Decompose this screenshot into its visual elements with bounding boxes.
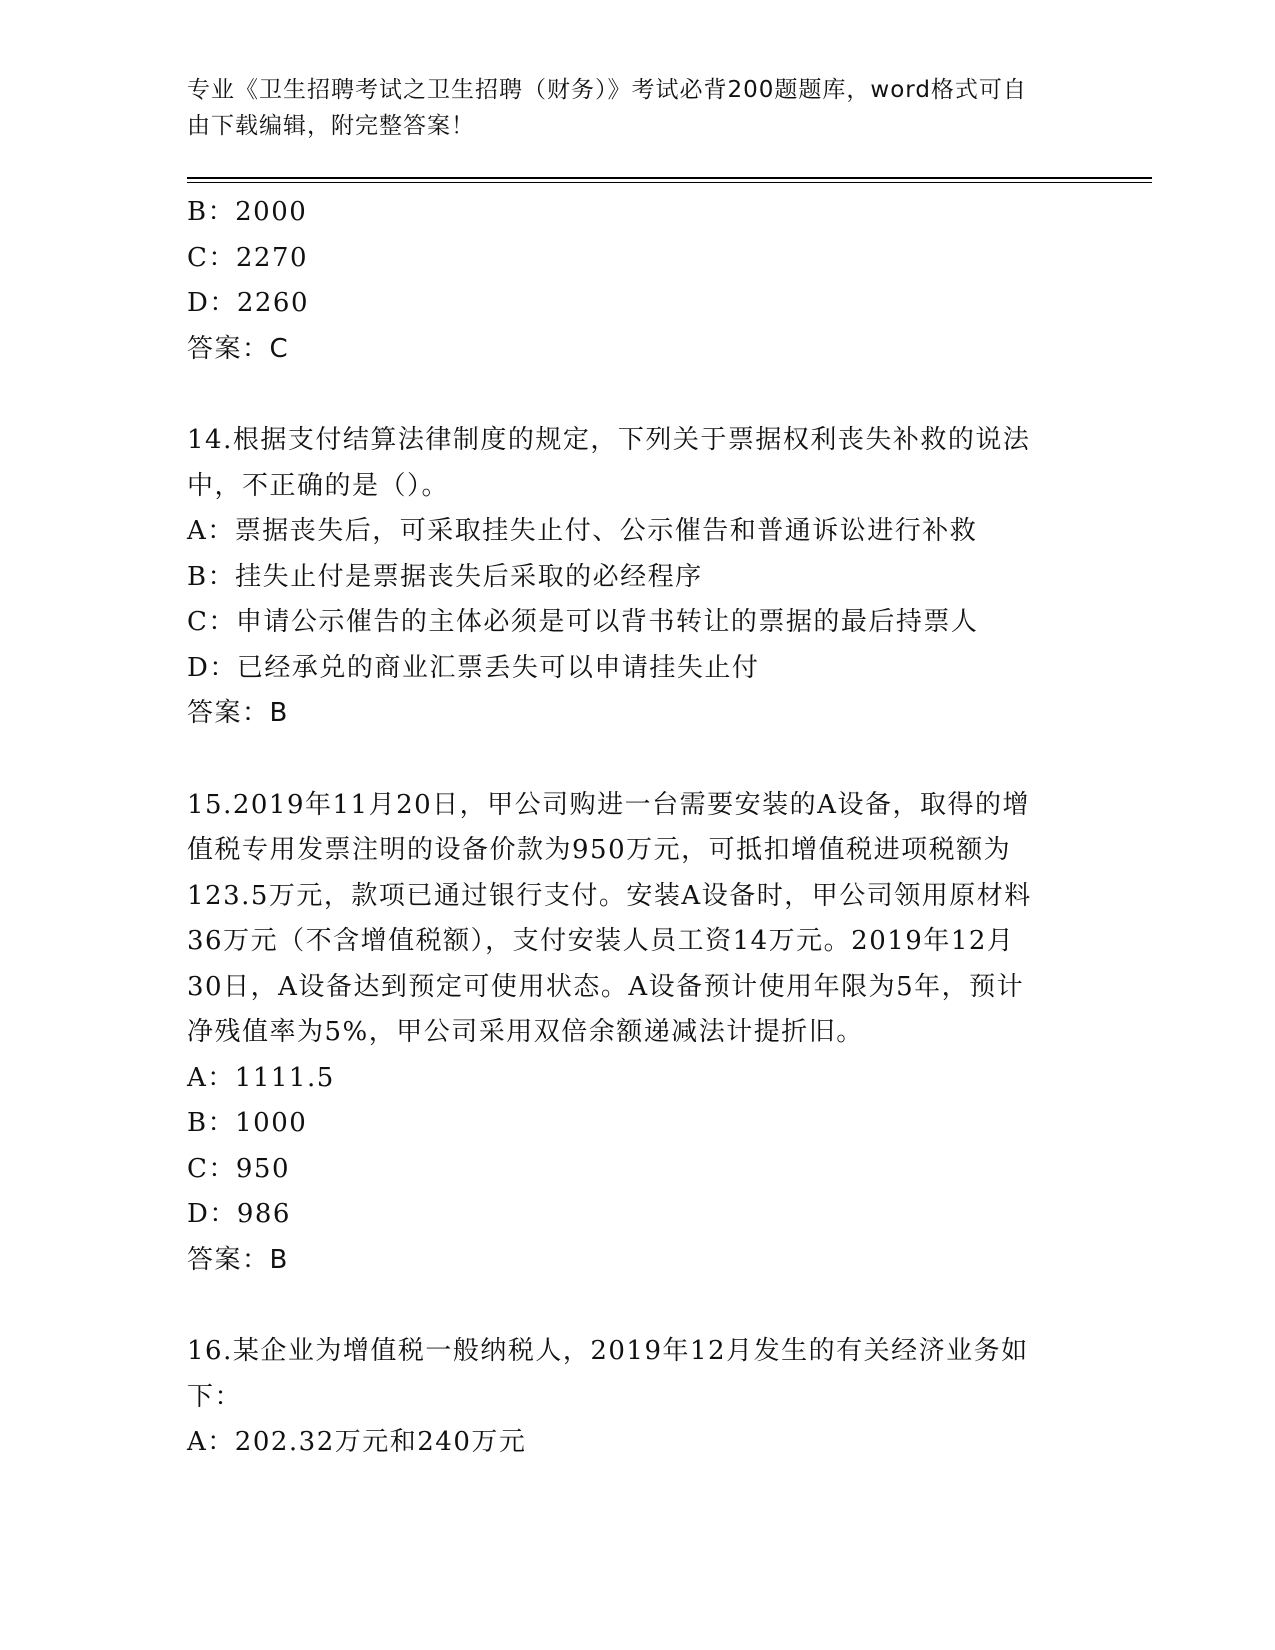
q14-stem-line-1: 14.根据支付结算法律制度的规定，下列关于票据权利丧失补救的说法 bbox=[187, 425, 1031, 455]
q15-stem-line-2: 值税专用发票注明的设备价款为950万元，可抵扣增值税进项税额为 bbox=[187, 835, 1012, 865]
q14-option-a: A：票据丧失后，可采取挂失止付、公示催告和普通诉讼进行补救 bbox=[187, 516, 978, 546]
header-line-1: 专业《卫生招聘考试之卫生招聘（财务）》考试必背200题题库，word格式可自 bbox=[187, 77, 1027, 103]
q14-option-c: C：申请公示催告的主体必须是可以背书转让的票据的最后持票人 bbox=[187, 607, 979, 637]
q15-stem-line-3: 123.5万元，款项已通过银行支付。安装A设备时，甲公司领用原材料 bbox=[187, 880, 1032, 911]
q15-answer: 答案：B bbox=[187, 1244, 289, 1275]
document-header bbox=[187, 72, 1057, 144]
q15-stem-line-5: 30日，A设备达到预定可使用状态。A设备预计使用年限为5年，预计 bbox=[187, 971, 1025, 1002]
header-rule-thin bbox=[187, 182, 1152, 183]
q15-option-b: B：1000 bbox=[187, 1108, 308, 1138]
q13-option-c: C：2270 bbox=[187, 242, 309, 273]
q16-option-a: A：202.32万元和240万元 bbox=[187, 1427, 527, 1457]
q16-stem-line-1: 16.某企业为增值税一般纳税人，2019年12月发生的有关经济业务如 bbox=[187, 1336, 1029, 1366]
q15-option-a: A：1111.5 bbox=[187, 1062, 335, 1093]
q14-option-d: D：已经承兑的商业汇票丢失可以申请挂失止付 bbox=[187, 652, 760, 683]
q15-option-d: D：986 bbox=[187, 1199, 291, 1229]
q13-option-d: D：2260 bbox=[187, 288, 310, 318]
q15-stem-line-6: 净残值率为5%，甲公司采用双倍余额递减法计提折旧。 bbox=[187, 1017, 864, 1047]
q14-option-b: B：挂失止付是票据丧失后采取的必经程序 bbox=[187, 561, 703, 592]
header-line-2: 由下载编辑，附完整答案！ bbox=[187, 113, 475, 139]
q15-stem-line-1: 15.2019年11月20日，甲公司购进一台需要安装的A设备，取得的增 bbox=[187, 789, 1030, 820]
q14-answer: 答案：B bbox=[187, 698, 289, 728]
q14-stem-line-2: 中，不正确的是（）。 bbox=[187, 470, 450, 501]
q15-stem-line-4: 36万元（不含增值税额），支付安装人员工资14万元。2019年12月 bbox=[187, 926, 1015, 956]
q15-option-c: C：950 bbox=[187, 1153, 291, 1184]
q16-stem-line-2: 下： bbox=[187, 1381, 243, 1412]
q13-option-b: B：2000 bbox=[187, 197, 308, 227]
question-content bbox=[187, 190, 1087, 1466]
q13-answer: 答案：C bbox=[187, 333, 290, 364]
header-rule-thick bbox=[187, 177, 1152, 179]
